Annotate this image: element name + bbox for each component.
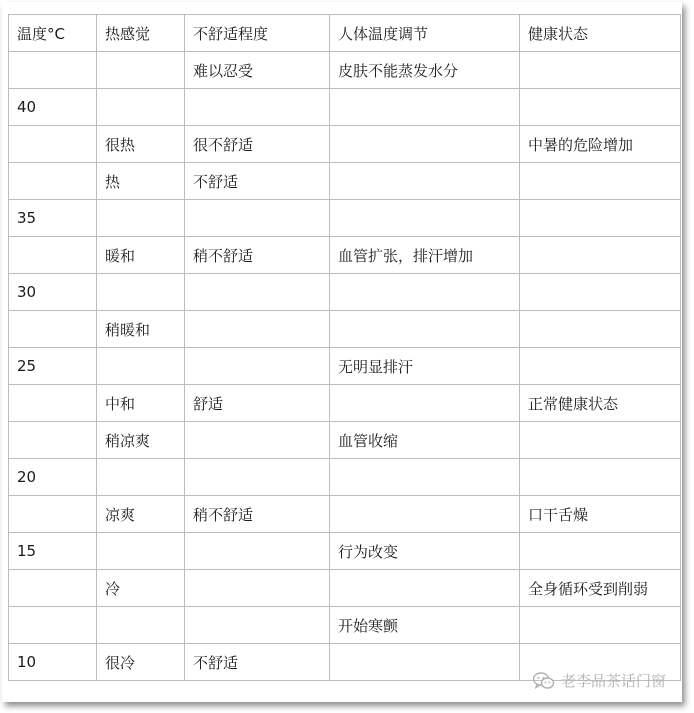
table-row bbox=[9, 274, 681, 311]
table-row bbox=[9, 422, 681, 459]
cell-body-regulation bbox=[330, 570, 520, 607]
table-row bbox=[9, 126, 681, 163]
document-frame bbox=[2, 2, 682, 702]
cell-thermal-sensation bbox=[97, 52, 185, 89]
header-health-status: 健康状态 bbox=[520, 15, 681, 52]
cell-discomfort-level: 难以忍受 bbox=[185, 52, 330, 89]
wechat-icon bbox=[533, 672, 555, 690]
cell-discomfort-level bbox=[185, 89, 330, 126]
cell-thermal-sensation: 很热 bbox=[97, 126, 185, 163]
cell-health-status: 全身循环受到削弱 bbox=[520, 570, 681, 607]
cell-temperature: 10 bbox=[9, 644, 97, 681]
cell-thermal-sensation: 凉爽 bbox=[97, 496, 185, 533]
cell-health-status bbox=[520, 274, 681, 311]
cell-body-regulation: 开始寒颤 bbox=[330, 607, 520, 644]
cell-body-regulation bbox=[330, 311, 520, 348]
table-body bbox=[9, 52, 681, 681]
cell-body-regulation: 血管扩张，排汗增加 bbox=[330, 237, 520, 274]
cell-body-regulation: 行为改变 bbox=[330, 533, 520, 570]
cell-thermal-sensation: 热 bbox=[97, 163, 185, 200]
cell-temperature: 30 bbox=[9, 274, 97, 311]
cell-body-regulation bbox=[330, 200, 520, 237]
cell-discomfort-level: 很不舒适 bbox=[185, 126, 330, 163]
cell-discomfort-level bbox=[185, 348, 330, 385]
table-row bbox=[9, 533, 681, 570]
cell-thermal-sensation bbox=[97, 200, 185, 237]
cell-discomfort-level: 稍不舒适 bbox=[185, 496, 330, 533]
cell-discomfort-level bbox=[185, 200, 330, 237]
cell-body-regulation bbox=[330, 163, 520, 200]
cell-body-regulation: 皮肤不能蒸发水分 bbox=[330, 52, 520, 89]
cell-temperature bbox=[9, 237, 97, 274]
header-discomfort-level: 不舒适程度 bbox=[185, 15, 330, 52]
cell-thermal-sensation bbox=[97, 89, 185, 126]
cell-discomfort-level bbox=[185, 570, 330, 607]
table-row bbox=[9, 570, 681, 607]
cell-health-status bbox=[520, 311, 681, 348]
cell-temperature bbox=[9, 385, 97, 422]
cell-temperature bbox=[9, 422, 97, 459]
table-row bbox=[9, 459, 681, 496]
cell-thermal-sensation: 稍暖和 bbox=[97, 311, 185, 348]
table-row bbox=[9, 52, 681, 89]
cell-health-status: 中暑的危险增加 bbox=[520, 126, 681, 163]
cell-thermal-sensation: 稍凉爽 bbox=[97, 422, 185, 459]
cell-health-status bbox=[520, 89, 681, 126]
cell-temperature bbox=[9, 126, 97, 163]
cell-discomfort-level: 不舒适 bbox=[185, 163, 330, 200]
cell-body-regulation bbox=[330, 496, 520, 533]
cell-health-status bbox=[520, 348, 681, 385]
cell-temperature bbox=[9, 163, 97, 200]
cell-temperature: 40 bbox=[9, 89, 97, 126]
cell-discomfort-level bbox=[185, 422, 330, 459]
table-row bbox=[9, 607, 681, 644]
cell-thermal-sensation: 冷 bbox=[97, 570, 185, 607]
cell-temperature bbox=[9, 52, 97, 89]
cell-discomfort-level: 舒适 bbox=[185, 385, 330, 422]
cell-temperature: 20 bbox=[9, 459, 97, 496]
cell-temperature: 35 bbox=[9, 200, 97, 237]
table-row bbox=[9, 237, 681, 274]
cell-discomfort-level bbox=[185, 607, 330, 644]
header-thermal-sensation: 热感觉 bbox=[97, 15, 185, 52]
cell-temperature bbox=[9, 607, 97, 644]
cell-body-regulation bbox=[330, 89, 520, 126]
table-row bbox=[9, 200, 681, 237]
table-row bbox=[9, 348, 681, 385]
temperature-comfort-table bbox=[8, 14, 681, 681]
table-row bbox=[9, 89, 681, 126]
cell-thermal-sensation bbox=[97, 274, 185, 311]
cell-body-regulation bbox=[330, 644, 520, 681]
header-body-regulation: 人体温度调节 bbox=[330, 15, 520, 52]
cell-health-status bbox=[520, 163, 681, 200]
cell-discomfort-level bbox=[185, 459, 330, 496]
cell-temperature: 15 bbox=[9, 533, 97, 570]
cell-health-status bbox=[520, 52, 681, 89]
cell-health-status bbox=[520, 200, 681, 237]
table-row bbox=[9, 311, 681, 348]
cell-thermal-sensation: 暖和 bbox=[97, 237, 185, 274]
cell-thermal-sensation: 很冷 bbox=[97, 644, 185, 681]
table-row bbox=[9, 385, 681, 422]
cell-discomfort-level bbox=[185, 274, 330, 311]
cell-thermal-sensation bbox=[97, 533, 185, 570]
cell-health-status: 口干舌燥 bbox=[520, 496, 681, 533]
cell-health-status: 正常健康状态 bbox=[520, 385, 681, 422]
cell-thermal-sensation: 中和 bbox=[97, 385, 185, 422]
cell-body-regulation bbox=[330, 385, 520, 422]
cell-discomfort-level bbox=[185, 533, 330, 570]
cell-body-regulation bbox=[330, 126, 520, 163]
cell-thermal-sensation bbox=[97, 607, 185, 644]
cell-health-status bbox=[520, 237, 681, 274]
watermark-text: 老李品茶话门窗 bbox=[560, 672, 666, 690]
cell-thermal-sensation bbox=[97, 459, 185, 496]
cell-health-status bbox=[520, 422, 681, 459]
cell-temperature bbox=[9, 311, 97, 348]
cell-body-regulation: 血管收缩 bbox=[330, 422, 520, 459]
cell-discomfort-level bbox=[185, 311, 330, 348]
table-header-row bbox=[9, 15, 681, 52]
cell-health-status bbox=[520, 459, 681, 496]
cell-temperature: 25 bbox=[9, 348, 97, 385]
cell-temperature bbox=[9, 570, 97, 607]
cell-thermal-sensation bbox=[97, 348, 185, 385]
table-row bbox=[9, 496, 681, 533]
cell-body-regulation: 无明显排汗 bbox=[330, 348, 520, 385]
cell-discomfort-level: 不舒适 bbox=[185, 644, 330, 681]
cell-temperature bbox=[9, 496, 97, 533]
watermark bbox=[533, 670, 666, 691]
cell-health-status bbox=[520, 607, 681, 644]
cell-body-regulation bbox=[330, 274, 520, 311]
header-temperature: 温度°C bbox=[9, 15, 97, 52]
cell-health-status bbox=[520, 533, 681, 570]
table-row bbox=[9, 163, 681, 200]
cell-body-regulation bbox=[330, 459, 520, 496]
cell-discomfort-level: 稍不舒适 bbox=[185, 237, 330, 274]
